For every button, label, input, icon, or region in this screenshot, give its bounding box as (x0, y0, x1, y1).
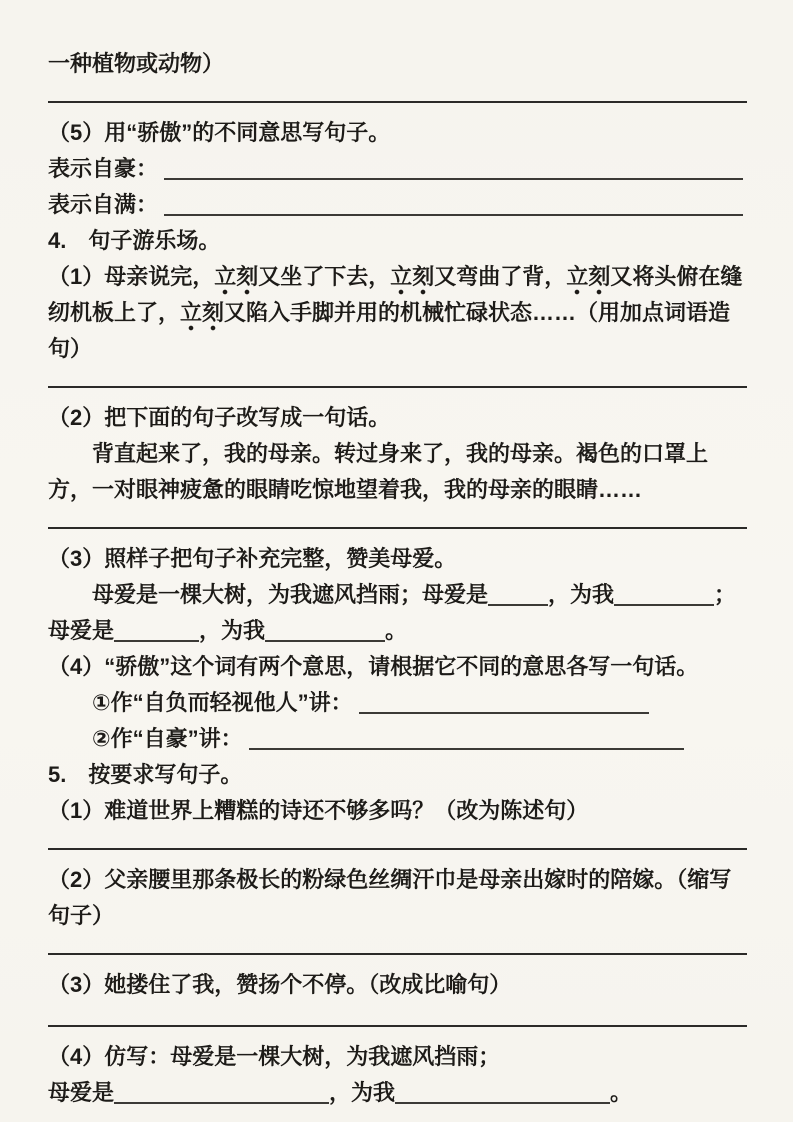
text-segment: ，为我 (548, 582, 615, 607)
answer-blank (114, 1101, 329, 1104)
q4-4-prompt: （4）“骄傲”这个词有两个意思，请根据它不同的意思各写一句话。 (48, 654, 699, 679)
text-segment: 母爱是 (48, 1080, 115, 1105)
section-5-title: 5. 按要求写句子。 (48, 762, 243, 787)
carryover-text: 一种植物或动物） (48, 51, 225, 76)
answer-blank (395, 1101, 610, 1104)
q3-5-prompt: （5）用“骄傲”的不同意思写句子。 (48, 120, 391, 145)
text-segment: （1）母亲说完， (48, 264, 215, 289)
text-segment: 母爱是 (48, 618, 115, 643)
text-segment: ，为我 (329, 1080, 396, 1105)
text-segment: ①作“自负而轻视他人”讲： (92, 690, 353, 715)
answer-space-divider (48, 1025, 747, 1027)
answer-blank (249, 747, 684, 750)
q5-1-prompt: （1）难道世界上糟糕的诗还不够多吗？（改为陈述句） (48, 798, 589, 823)
text-segment: 。 (385, 618, 408, 643)
answer-blank (614, 603, 714, 606)
q4-3-example-line2 (48, 613, 747, 649)
answer-space-divider (48, 848, 747, 850)
q4-1-prompt (48, 259, 747, 367)
q5-4-prompt: （4）仿写：母爱是一棵大树，为我遮风挡雨； (48, 1044, 501, 1069)
q5-4-answer-line (48, 1075, 747, 1111)
answer-blank (488, 603, 548, 606)
text-segment: 。 (610, 1080, 633, 1105)
emphasized-word: 立刻 (214, 264, 258, 295)
answer-blank (265, 639, 385, 642)
text-segment: ，为我 (199, 618, 266, 643)
text-segment: 又弯曲了背， (434, 264, 567, 289)
text-segment: 又坐了下去， (258, 264, 391, 289)
answer-blank (164, 178, 743, 180)
answer-space-divider (48, 386, 747, 388)
q4-4-item-2 (48, 721, 747, 757)
q5-3-prompt: （3）她搂住了我，赞扬个不停。（改成比喻句） (48, 972, 512, 997)
blank-label-proud: 表示自豪： (48, 156, 159, 181)
text-segment: 母爱是一棵大树，为我遮风挡雨；母爱是 (92, 582, 489, 607)
answer-blank (164, 214, 743, 216)
text-segment: ； (714, 582, 737, 607)
section-4-title: 4. 句子游乐场。 (48, 228, 221, 253)
q4-2-passage: 背直起来了，我的母亲。转过身来了，我的母亲。褐色的口罩上方，一对眼神疲惫的眼睛吃惊地望着我，我的母亲的眼睛…… (48, 441, 709, 502)
q4-3-example-line1 (48, 577, 747, 613)
answer-space-divider (48, 953, 747, 955)
q3-5-row-conceited (48, 187, 747, 223)
emphasized-word: 立刻 (566, 264, 610, 295)
answer-space-divider (48, 527, 747, 529)
answer-space-divider (48, 101, 747, 103)
answer-blank (114, 639, 199, 642)
emphasized-word: 立刻 (390, 264, 434, 295)
text-segment: 又陷入手脚并用的机械忙碌状态……（用加点词语造句） (48, 300, 731, 361)
q3-5-row-proud (48, 151, 747, 187)
text-segment: 又将头俯在缝纫机板上了， (48, 264, 743, 325)
q5-2-prompt: （2）父亲腰里那条极长的粉绿色丝绸汗巾是母亲出嫁时的陪嫁。（缩写句子） (48, 867, 732, 928)
blank-label-conceited: 表示自满： (48, 192, 159, 217)
q4-2-prompt: （2）把下面的句子改写成一句话。 (48, 405, 391, 430)
q4-3-prompt: （3）照样子把句子补充完整，赞美母爱。 (48, 546, 457, 571)
emphasized-word: 立刻 (180, 300, 224, 331)
text-segment: ②作“自豪”讲： (92, 726, 243, 751)
answer-blank (359, 711, 649, 714)
q4-4-item-1 (48, 685, 747, 721)
